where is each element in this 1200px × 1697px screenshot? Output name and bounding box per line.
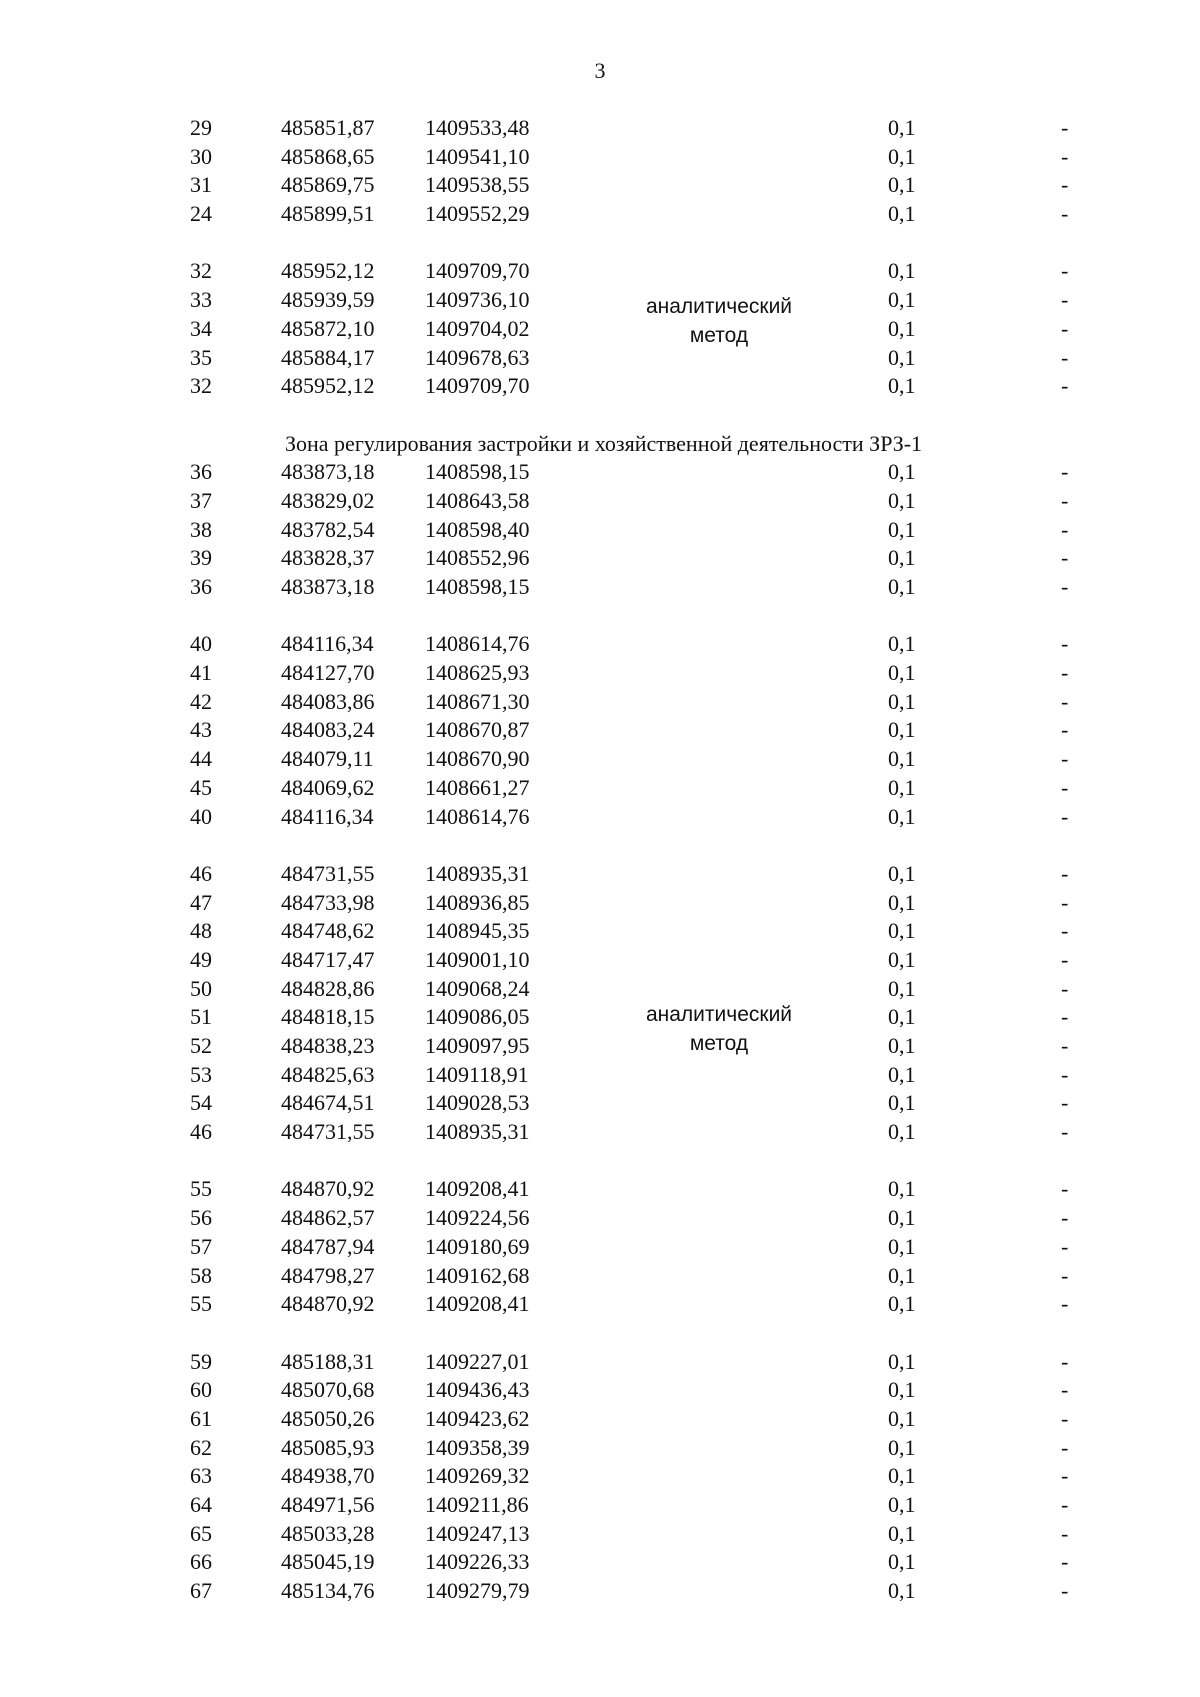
- description-dash: -: [1061, 172, 1069, 198]
- accuracy-value: 0,1: [888, 1119, 916, 1145]
- description-dash: -: [1061, 803, 1069, 829]
- y-coordinate: 1409028,53: [425, 1090, 530, 1116]
- description-dash: -: [1061, 918, 1069, 944]
- description-dash: -: [1061, 1348, 1069, 1374]
- point-number: 64: [190, 1492, 212, 1517]
- spacer-row: [0, 602, 1200, 631]
- point-number: 41: [190, 660, 212, 686]
- y-coordinate: 1408670,90: [425, 746, 530, 772]
- y-coordinate: 1409358,39: [425, 1434, 530, 1460]
- accuracy-value: 0,1: [888, 1463, 916, 1489]
- table-row: [0, 1061, 1200, 1090]
- x-coordinate: 484127,70: [281, 660, 375, 686]
- accuracy-value: 0,1: [888, 746, 916, 772]
- y-coordinate: 1409118,91: [425, 1061, 529, 1087]
- x-coordinate: 485872,10: [281, 315, 375, 341]
- x-coordinate: 485134,76: [281, 1578, 375, 1604]
- description-dash: -: [1061, 115, 1069, 140]
- y-coordinate: 1408598,15: [425, 459, 530, 485]
- description-dash: -: [1061, 373, 1069, 399]
- x-coordinate: 484731,55: [281, 860, 375, 886]
- description-dash: -: [1061, 1061, 1069, 1087]
- table-row: [0, 1175, 1200, 1204]
- description-dash: -: [1061, 746, 1069, 772]
- description-dash: -: [1061, 1205, 1069, 1231]
- y-coordinate: 1408670,87: [425, 717, 530, 743]
- description-dash: -: [1061, 1176, 1069, 1202]
- y-coordinate: 1409552,29: [425, 201, 530, 227]
- x-coordinate: 485851,87: [281, 115, 375, 140]
- x-coordinate: 484938,70: [281, 1463, 375, 1489]
- y-coordinate: 1408661,27: [425, 774, 530, 800]
- table-row: [0, 860, 1200, 889]
- table-row: [0, 1376, 1200, 1405]
- point-number: 29: [190, 115, 212, 140]
- description-dash: -: [1061, 774, 1069, 800]
- y-coordinate: 1408598,40: [425, 516, 530, 542]
- table-row: [0, 1233, 1200, 1262]
- y-coordinate: 1409224,56: [425, 1205, 530, 1231]
- point-number: 47: [190, 889, 212, 915]
- zone-heading: [0, 430, 1200, 459]
- description-dash: -: [1061, 975, 1069, 1001]
- y-coordinate: 1408671,30: [425, 688, 530, 714]
- x-coordinate: 485070,68: [281, 1377, 375, 1403]
- method-label-line2: метод: [689, 324, 749, 347]
- y-coordinate: 1409068,24: [425, 975, 530, 1001]
- accuracy-value: 0,1: [888, 1176, 916, 1202]
- accuracy-value: 0,1: [888, 115, 916, 140]
- accuracy-value: 0,1: [888, 545, 916, 571]
- x-coordinate: 484079,11: [281, 746, 374, 772]
- table-row: [0, 200, 1200, 229]
- accuracy-value: 0,1: [888, 1090, 916, 1116]
- accuracy-value: 0,1: [888, 1348, 916, 1374]
- accuracy-value: 0,1: [888, 315, 916, 341]
- accuracy-value: 0,1: [888, 803, 916, 829]
- y-coordinate: 1408945,35: [425, 918, 530, 944]
- x-coordinate: 484862,57: [281, 1205, 375, 1231]
- table-row: [0, 1290, 1200, 1319]
- description-dash: -: [1061, 946, 1069, 972]
- table-row: [0, 1548, 1200, 1577]
- spacer-row: [0, 831, 1200, 860]
- table-row: [0, 659, 1200, 688]
- table-row: [0, 1577, 1200, 1606]
- x-coordinate: 484971,56: [281, 1492, 375, 1517]
- y-coordinate: 1409709,70: [425, 258, 530, 284]
- y-coordinate: 1409678,63: [425, 344, 530, 370]
- point-number: 42: [190, 688, 212, 714]
- accuracy-value: 0,1: [888, 688, 916, 714]
- x-coordinate: 484798,27: [281, 1262, 375, 1288]
- description-dash: -: [1061, 258, 1069, 284]
- method-label-line1: аналитический: [645, 295, 793, 318]
- y-coordinate: 1409269,32: [425, 1463, 530, 1489]
- x-coordinate: 484733,98: [281, 889, 375, 915]
- y-coordinate: 1408552,96: [425, 545, 530, 571]
- point-number: 63: [190, 1463, 212, 1489]
- y-coordinate: 1408625,93: [425, 660, 530, 686]
- accuracy-value: 0,1: [888, 1004, 916, 1030]
- point-number: 62: [190, 1434, 212, 1460]
- x-coordinate: 485188,31: [281, 1348, 375, 1374]
- accuracy-value: 0,1: [888, 258, 916, 284]
- description-dash: -: [1061, 459, 1069, 485]
- table-row: [0, 114, 1200, 143]
- accuracy-value: 0,1: [888, 344, 916, 370]
- page-number: 3: [594, 58, 606, 83]
- zone-heading-text: Зона регулирования застройки и хозяйственной деятельности ЗРЗ-1: [285, 430, 923, 456]
- accuracy-value: 0,1: [888, 516, 916, 542]
- point-number: 44: [190, 746, 212, 772]
- x-coordinate: 484083,24: [281, 717, 375, 743]
- accuracy-value: 0,1: [888, 860, 916, 886]
- accuracy-value: 0,1: [888, 1578, 916, 1604]
- y-coordinate: 1409704,02: [425, 315, 530, 341]
- table-row: [0, 716, 1200, 745]
- y-coordinate: 1409180,69: [425, 1233, 530, 1259]
- y-coordinate: 1408936,85: [425, 889, 530, 915]
- description-dash: -: [1061, 860, 1069, 886]
- description-dash: -: [1061, 516, 1069, 542]
- accuracy-value: 0,1: [888, 1520, 916, 1546]
- x-coordinate: 485899,51: [281, 201, 375, 227]
- table-row: [0, 803, 1200, 832]
- description-dash: -: [1061, 1119, 1069, 1145]
- x-coordinate: 484838,23: [281, 1033, 375, 1058]
- spacer-row: [0, 229, 1200, 258]
- point-number: 46: [190, 860, 212, 886]
- point-number: 67: [190, 1578, 212, 1604]
- x-coordinate: 484748,62: [281, 918, 375, 944]
- x-coordinate: 484870,92: [281, 1176, 375, 1202]
- accuracy-value: 0,1: [888, 1033, 916, 1058]
- spacer-row: [0, 401, 1200, 430]
- x-coordinate: 485045,19: [281, 1549, 375, 1575]
- x-coordinate: 485952,12: [281, 373, 375, 399]
- point-number: 35: [190, 344, 212, 370]
- accuracy-value: 0,1: [888, 889, 916, 915]
- x-coordinate: 485868,65: [281, 143, 375, 169]
- y-coordinate: 1409208,41: [425, 1176, 530, 1202]
- spacer-row: [0, 1319, 1200, 1348]
- description-dash: -: [1061, 1291, 1069, 1317]
- point-number: 51: [190, 1004, 212, 1030]
- point-number: 52: [190, 1033, 212, 1058]
- point-number: 59: [190, 1348, 212, 1374]
- description-dash: -: [1061, 545, 1069, 571]
- table-row: [0, 573, 1200, 602]
- table-row: [0, 1262, 1200, 1291]
- accuracy-value: 0,1: [888, 287, 916, 313]
- y-coordinate: 1408598,15: [425, 574, 530, 599]
- y-coordinate: 1409436,43: [425, 1377, 530, 1403]
- y-coordinate: 1409226,33: [425, 1549, 530, 1575]
- description-dash: -: [1061, 1233, 1069, 1259]
- table-row: [0, 1520, 1200, 1549]
- accuracy-value: 0,1: [888, 143, 916, 169]
- table-row: [0, 544, 1200, 573]
- table-row: [0, 1089, 1200, 1118]
- accuracy-value: 0,1: [888, 774, 916, 800]
- x-coordinate: 484828,86: [281, 975, 375, 1001]
- description-dash: -: [1061, 574, 1069, 599]
- x-coordinate: 484818,15: [281, 1004, 375, 1030]
- method-label: [599, 1000, 839, 1058]
- table-row: [0, 1491, 1200, 1520]
- x-coordinate: 484069,62: [281, 774, 375, 800]
- table-row: [0, 458, 1200, 487]
- point-number: 24: [190, 201, 212, 227]
- y-coordinate: 1408614,76: [425, 803, 530, 829]
- table-row: [0, 372, 1200, 401]
- table-row: [0, 171, 1200, 200]
- point-number: 65: [190, 1520, 212, 1546]
- accuracy-value: 0,1: [888, 1262, 916, 1288]
- point-number: 55: [190, 1176, 212, 1202]
- point-number: 33: [190, 287, 212, 313]
- point-number: 46: [190, 1119, 212, 1145]
- y-coordinate: 1409162,68: [425, 1262, 530, 1288]
- point-number: 30: [190, 143, 212, 169]
- accuracy-value: 0,1: [888, 373, 916, 399]
- description-dash: -: [1061, 1463, 1069, 1489]
- point-number: 57: [190, 1233, 212, 1259]
- x-coordinate: 484116,34: [281, 803, 374, 829]
- accuracy-value: 0,1: [888, 1492, 916, 1517]
- y-coordinate: 1409736,10: [425, 287, 530, 313]
- accuracy-value: 0,1: [888, 660, 916, 686]
- y-coordinate: 1409211,86: [425, 1492, 529, 1517]
- description-dash: -: [1061, 1405, 1069, 1431]
- point-number: 34: [190, 315, 212, 341]
- point-number: 50: [190, 975, 212, 1001]
- y-coordinate: 1408614,76: [425, 631, 530, 657]
- point-number: 48: [190, 918, 212, 944]
- description-dash: -: [1061, 1578, 1069, 1604]
- point-number: 43: [190, 717, 212, 743]
- accuracy-value: 0,1: [888, 1434, 916, 1460]
- y-coordinate: 1409423,62: [425, 1405, 530, 1431]
- table-row: [0, 688, 1200, 717]
- table-row: [0, 889, 1200, 918]
- point-number: 55: [190, 1291, 212, 1317]
- accuracy-value: 0,1: [888, 1377, 916, 1403]
- x-coordinate: 484825,63: [281, 1061, 375, 1087]
- description-dash: -: [1061, 717, 1069, 743]
- table-row: [0, 257, 1200, 286]
- table-row: [0, 975, 1200, 1004]
- table-row: [0, 1118, 1200, 1147]
- x-coordinate: 483782,54: [281, 516, 375, 542]
- x-coordinate: 484870,92: [281, 1291, 375, 1317]
- point-number: 45: [190, 774, 212, 800]
- description-dash: -: [1061, 315, 1069, 341]
- accuracy-value: 0,1: [888, 1061, 916, 1087]
- table-row: [0, 1405, 1200, 1434]
- point-number: 40: [190, 803, 212, 829]
- description-dash: -: [1061, 1090, 1069, 1116]
- x-coordinate: 484731,55: [281, 1119, 375, 1145]
- x-coordinate: 484717,47: [281, 946, 375, 972]
- y-coordinate: 1409086,05: [425, 1004, 530, 1030]
- description-dash: -: [1061, 1377, 1069, 1403]
- x-coordinate: 485939,59: [281, 287, 375, 313]
- x-coordinate: 484083,86: [281, 688, 375, 714]
- x-coordinate: 484787,94: [281, 1233, 375, 1259]
- y-coordinate: 1409208,41: [425, 1291, 530, 1317]
- description-dash: -: [1061, 143, 1069, 169]
- y-coordinate: 1409001,10: [425, 946, 530, 972]
- table-row: [0, 630, 1200, 659]
- method-label-line2: метод: [689, 1032, 749, 1055]
- y-coordinate: 1408935,31: [425, 860, 530, 886]
- point-number: 31: [190, 172, 212, 198]
- point-number: 39: [190, 545, 212, 571]
- accuracy-value: 0,1: [888, 574, 916, 599]
- point-number: 49: [190, 946, 212, 972]
- accuracy-value: 0,1: [888, 717, 916, 743]
- y-coordinate: 1409541,10: [425, 143, 530, 169]
- point-number: 66: [190, 1549, 212, 1575]
- table-row: [0, 745, 1200, 774]
- table-row: [0, 143, 1200, 172]
- description-dash: -: [1061, 1004, 1069, 1030]
- point-number: 54: [190, 1090, 212, 1116]
- description-dash: -: [1061, 631, 1069, 657]
- description-dash: -: [1061, 487, 1069, 513]
- accuracy-value: 0,1: [888, 918, 916, 944]
- description-dash: -: [1061, 1520, 1069, 1546]
- accuracy-value: 0,1: [888, 631, 916, 657]
- y-coordinate: 1408643,58: [425, 487, 530, 513]
- y-coordinate: 1409538,55: [425, 172, 530, 198]
- x-coordinate: 484116,34: [281, 631, 374, 657]
- x-coordinate: 485952,12: [281, 258, 375, 284]
- point-number: 61: [190, 1405, 212, 1431]
- table-row: [0, 487, 1200, 516]
- x-coordinate: 483873,18: [281, 459, 375, 485]
- accuracy-value: 0,1: [888, 1205, 916, 1231]
- x-coordinate: 485869,75: [281, 172, 375, 198]
- method-label: [599, 292, 839, 350]
- point-number: 53: [190, 1061, 212, 1087]
- x-coordinate: 485085,93: [281, 1434, 375, 1460]
- y-coordinate: 1409533,48: [425, 115, 530, 140]
- y-coordinate: 1409279,79: [425, 1578, 530, 1604]
- x-coordinate: 483829,02: [281, 487, 375, 513]
- point-number: 36: [190, 574, 212, 599]
- description-dash: -: [1061, 1549, 1069, 1575]
- x-coordinate: 483828,37: [281, 545, 375, 571]
- accuracy-value: 0,1: [888, 1291, 916, 1317]
- table-row: [0, 516, 1200, 545]
- accuracy-value: 0,1: [888, 1405, 916, 1431]
- y-coordinate: 1409227,01: [425, 1348, 530, 1374]
- point-number: 38: [190, 516, 212, 542]
- spacer-row: [0, 1147, 1200, 1176]
- method-label-line1: аналитический: [645, 1003, 793, 1026]
- point-number: 36: [190, 459, 212, 485]
- accuracy-value: 0,1: [888, 201, 916, 227]
- x-coordinate: 484674,51: [281, 1090, 375, 1116]
- point-number: 32: [190, 373, 212, 399]
- table-row: [0, 1434, 1200, 1463]
- point-number: 37: [190, 487, 212, 513]
- x-coordinate: 485050,26: [281, 1405, 375, 1431]
- point-number: 56: [190, 1205, 212, 1231]
- x-coordinate: 485033,28: [281, 1520, 375, 1546]
- table-row: [0, 1462, 1200, 1491]
- x-coordinate: 485884,17: [281, 344, 375, 370]
- accuracy-value: 0,1: [888, 172, 916, 198]
- description-dash: -: [1061, 287, 1069, 313]
- point-number: 60: [190, 1377, 212, 1403]
- description-dash: -: [1061, 889, 1069, 915]
- y-coordinate: 1409709,70: [425, 373, 530, 399]
- y-coordinate: 1408935,31: [425, 1119, 530, 1145]
- table-row: [0, 1348, 1200, 1377]
- description-dash: -: [1061, 660, 1069, 686]
- point-number: 58: [190, 1262, 212, 1288]
- description-dash: -: [1061, 201, 1069, 227]
- description-dash: -: [1061, 1434, 1069, 1460]
- description-dash: -: [1061, 1033, 1069, 1058]
- point-number: 40: [190, 631, 212, 657]
- table-row: [0, 1204, 1200, 1233]
- accuracy-value: 0,1: [888, 946, 916, 972]
- x-coordinate: 483873,18: [281, 574, 375, 599]
- accuracy-value: 0,1: [888, 975, 916, 1001]
- table-row: [0, 774, 1200, 803]
- y-coordinate: 1409097,95: [425, 1033, 530, 1058]
- point-number: 32: [190, 258, 212, 284]
- description-dash: -: [1061, 1262, 1069, 1288]
- y-coordinate: 1409247,13: [425, 1520, 530, 1546]
- accuracy-value: 0,1: [888, 1233, 916, 1259]
- accuracy-value: 0,1: [888, 487, 916, 513]
- accuracy-value: 0,1: [888, 1549, 916, 1575]
- description-dash: -: [1061, 688, 1069, 714]
- table-row: [0, 946, 1200, 975]
- accuracy-value: 0,1: [888, 459, 916, 485]
- table-row: [0, 917, 1200, 946]
- description-dash: -: [1061, 1492, 1069, 1517]
- description-dash: -: [1061, 344, 1069, 370]
